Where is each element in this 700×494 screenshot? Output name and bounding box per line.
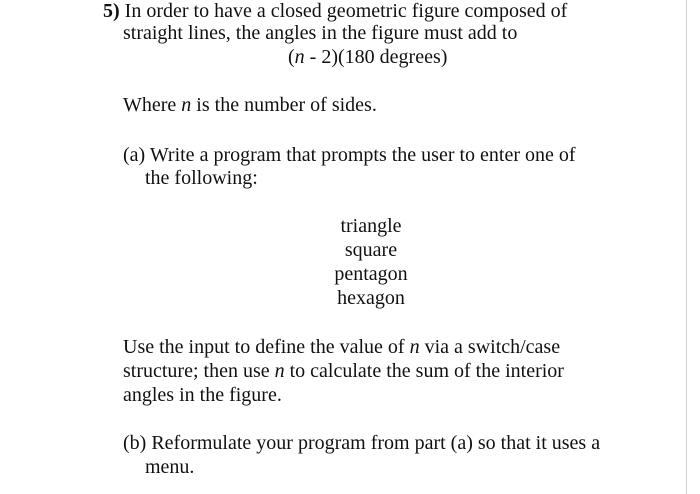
formula-rest: - 2)(180 degrees)	[304, 46, 448, 68]
shape-option-square: square	[344, 239, 398, 261]
formula-variable-n: n	[294, 46, 305, 68]
shape-option-hexagon: hexagon	[337, 287, 405, 309]
use-line2-pre: structure; then use	[123, 360, 275, 382]
problem-number: 5)	[103, 0, 120, 22]
use-input-line-3: angles in the figure.	[123, 384, 282, 406]
problem-intro-line-1	[103, 0, 567, 23]
use-input-line-2	[123, 359, 564, 383]
where-sentence	[123, 93, 377, 117]
part-b-line-1: (b) Reformulate your program from part (a) so that it uses a	[123, 432, 601, 454]
where-suffix: is the number of sides.	[191, 94, 377, 116]
part-b-line-2: menu.	[145, 456, 195, 478]
shape-option-triangle: triangle	[340, 215, 402, 237]
shape-option-pentagon: pentagon	[334, 263, 408, 285]
intro-text-1: In order to have a closed geometric figure composed of	[124, 0, 568, 22]
part-a-line-1: (a) Write a program that prompts the user to enter one of	[123, 144, 576, 166]
use-line1-pre: Use the input to define the value of	[123, 336, 410, 358]
use-line2-post: to calculate the sum of the interior	[284, 360, 564, 382]
use-line1-post: via a switch/case	[419, 336, 561, 358]
use-line1-variable-n: n	[409, 336, 420, 358]
where-variable-n: n	[181, 94, 192, 116]
part-a-line-2: the following:	[145, 167, 258, 189]
page-edge-divider	[686, 0, 687, 494]
where-prefix: Where	[123, 94, 182, 116]
use-input-line-1	[123, 335, 560, 359]
use-line2-variable-n: n	[274, 360, 285, 382]
angle-sum-formula: (n - 2)(180 degrees)	[288, 46, 448, 68]
problem-intro-line-2: straight lines, the angles in the figure must add to	[123, 22, 518, 44]
